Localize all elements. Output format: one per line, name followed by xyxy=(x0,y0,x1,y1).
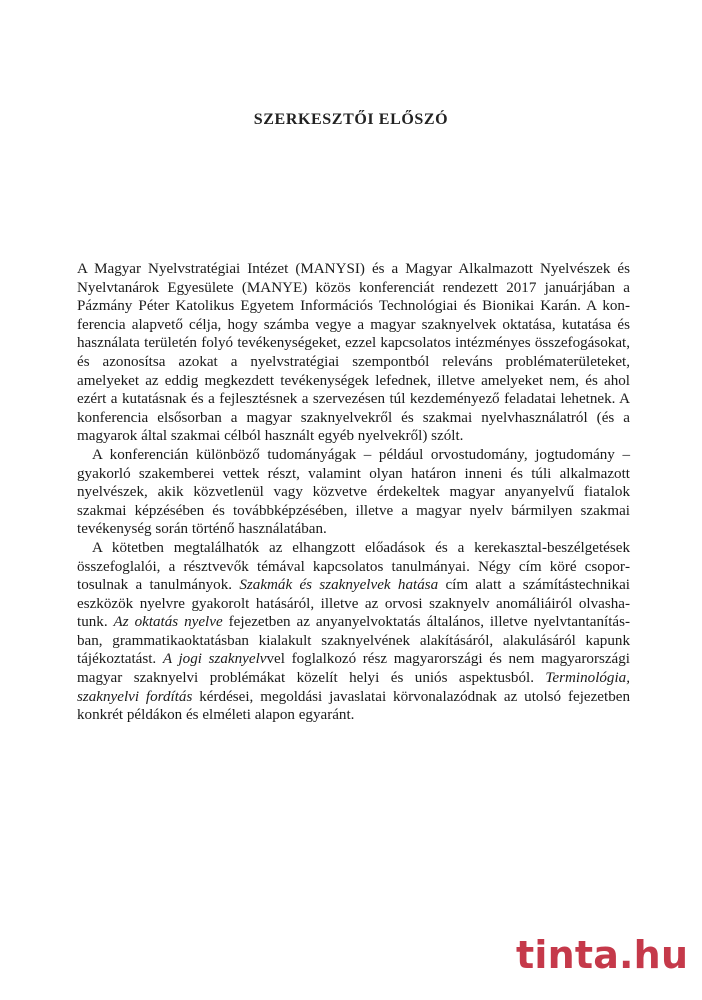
text-run: fejezetben az anyanyelvoktatás általános, illetve nyelvtantanításban, grammatikaoktatásban kialakult szaknyelvének alakításáról, alakulásáról kapunk tájékoztatást. xyxy=(77,614,630,668)
italic-run: Terminológia, szaknyelvi fordítás xyxy=(77,670,630,705)
document-body xyxy=(77,260,630,725)
page-title: SZERKESZTŐI ELŐSZÓ xyxy=(253,110,449,128)
publisher-watermark: tinta.hu xyxy=(516,933,689,977)
body-paragraph xyxy=(77,446,630,539)
text-run: A kötetben megtalálhatók az elhangzott előadások és a kerekasztal-beszélgetések összefoglalói, a résztvevők témával kapcsolatos tanulmányai. Négy cím köré csoportosulnak a tanulmányok. xyxy=(77,539,630,594)
text-run: kérdései, megoldási javaslatai körvonalazódnak az utolsó fejezetben konkrét példákon és elméleti alapon egyaránt. xyxy=(77,688,630,724)
italic-run: Szakmák és szaknyelvek hatása xyxy=(239,577,439,594)
text-run: A Magyar Nyelvstratégiai Intézet (MANYSI) és a Magyar Alkalmazott Nyelvészek és Nyelvtanárok Egyesülete (MANYE) közös konferenciát rendezett 2017 januárjában a Pázmány Péter Katolikus Egyetem Információs Technológiai és Bionikai Karán. A konferencia alapvető célja, hogy számba vegye a magyar szaknyelvek oktatása, kutatása és használata területén folyó tevékenységeket, ezzel kapcsolatos intézményes összefogásokat, és azonosítsa azokat a nyelvstratégiai szempontból releváns problématerületeket, amelyeket az eddig megkezdett tevékenységek lefednek, illetve amelyeket nem, és ahol ezért a kutatásnak és a fejlesztésnek a szervezésen túl kezdeményező feladatai lehetnek. A konferencia elsősorban a magyar szaknyelvekről és szakmai nyelvhasználatról (és a magyarok által szakmai célból használt egyéb nyelvekről) szólt. xyxy=(77,261,630,445)
body-paragraph xyxy=(77,539,630,725)
body-paragraph xyxy=(77,260,630,446)
text-run: A konferencián különböző tudományágak – például orvostudomány, jogtudomány – gyakorló szakemberei vettek részt, valamint olyan határon inneni és túli alkalmazott nyelvészek, akik közvetlenül vagy közvetve érdekeltek magyar anyanyelvű fiatalok szakmai képzésében és továbbképzésében, illetve a magyar nyelv bármilyen szakmai tevékenység során történő használatában. xyxy=(77,446,630,538)
text-run: cím alatt a számítástechnikai eszközök nyelvre gyakorolt hatásáról, illetve az orvosi szaknyelv anomáliáiról olvashatunk. xyxy=(77,577,630,631)
italic-run: Az oktatás nyelve xyxy=(113,614,223,631)
italic-run: A jogi szaknyelv xyxy=(162,651,267,668)
text-run: vel foglalkozó rész magyarországi és nem magyarországi magyar szaknyelvi problémákat közelít helyi és uniós aspektusból. xyxy=(77,651,630,687)
